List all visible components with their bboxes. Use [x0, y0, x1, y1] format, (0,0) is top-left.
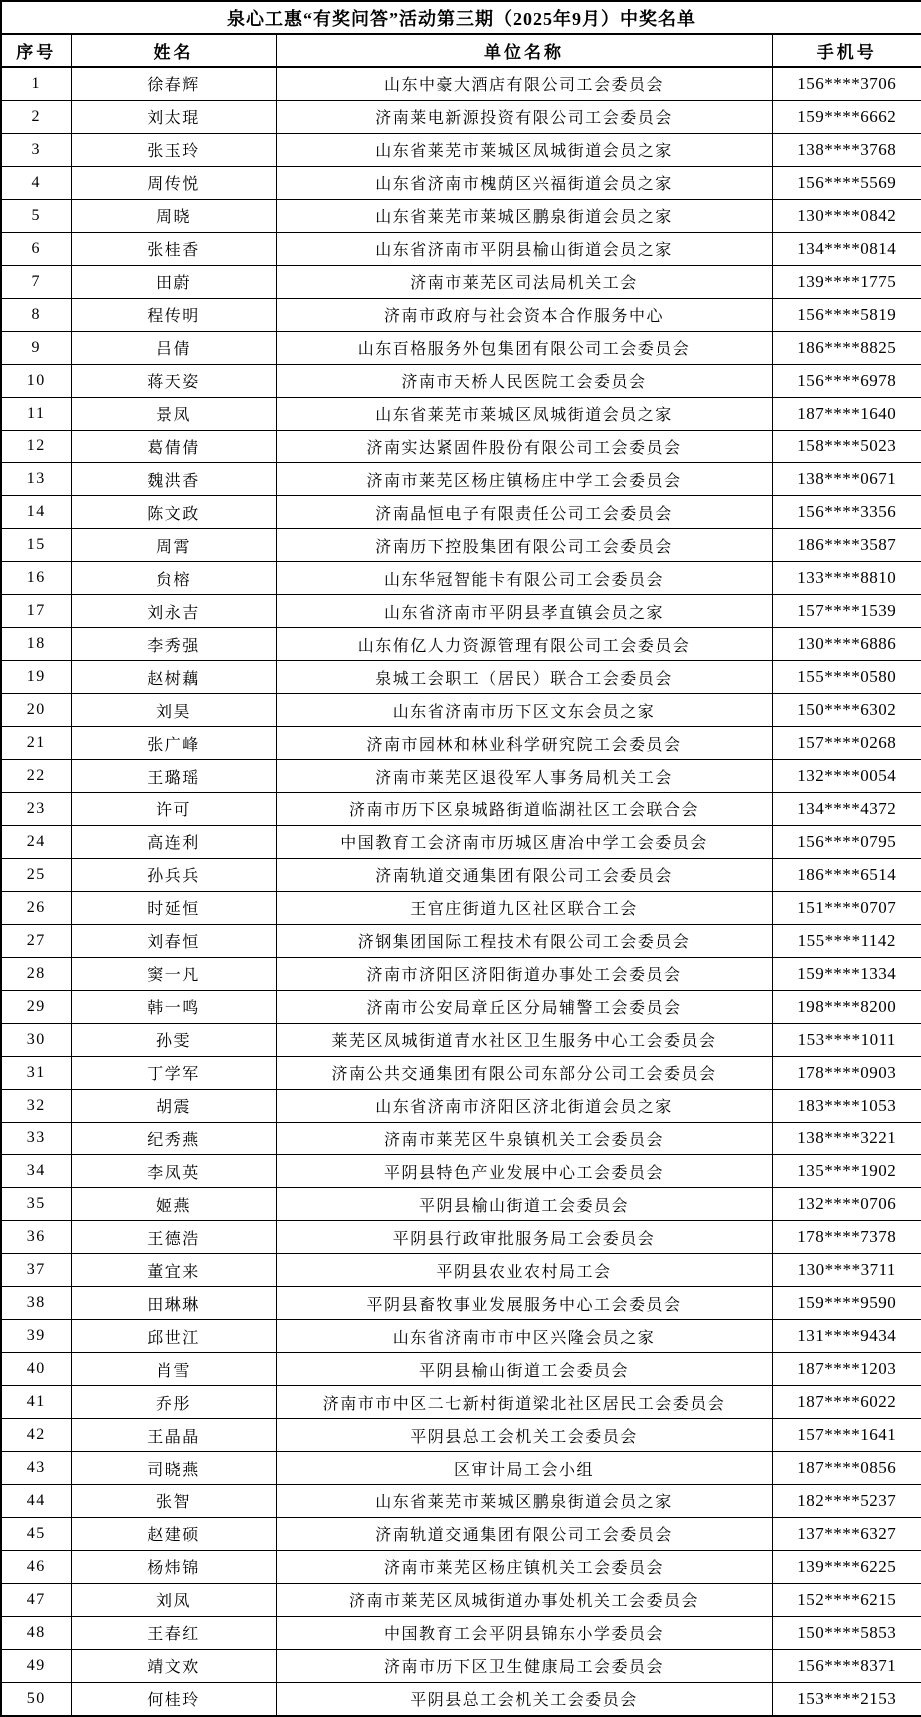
- unit-cell: 平阴县农业农村局工会: [276, 1254, 772, 1287]
- table-row: [1, 1517, 921, 1550]
- table-row: [1, 463, 921, 496]
- table-row: [1, 1550, 921, 1583]
- row-index-cell: 3: [1, 133, 71, 166]
- table-row: [1, 661, 921, 694]
- row-index-cell: 44: [1, 1485, 71, 1518]
- table-row: [1, 1583, 921, 1616]
- phone-cell: 134****0814: [772, 232, 921, 265]
- unit-cell: 山东省莱芜市莱城区凤城街道会员之家: [276, 133, 772, 166]
- row-index-cell: 39: [1, 1320, 71, 1353]
- table-row: [1, 1287, 921, 1320]
- phone-cell: 187****1640: [772, 397, 921, 430]
- name-cell: 张广峰: [71, 727, 276, 760]
- table-row: [1, 166, 921, 199]
- row-index-cell: 7: [1, 265, 71, 298]
- table-row: [1, 628, 921, 661]
- name-cell: 吕倩: [71, 331, 276, 364]
- unit-cell: 济南市莱芜区凤城街道办事处机关工会委员会: [276, 1583, 772, 1616]
- row-index-cell: 25: [1, 858, 71, 891]
- table-row: [1, 1682, 921, 1716]
- table-row: [1, 1452, 921, 1485]
- name-cell: 张智: [71, 1485, 276, 1518]
- name-cell: 乔彤: [71, 1386, 276, 1419]
- unit-cell: 山东省莱芜市莱城区鹏泉街道会员之家: [276, 199, 772, 232]
- row-index-cell: 5: [1, 199, 71, 232]
- row-index-cell: 50: [1, 1682, 71, 1716]
- unit-cell: 山东省济南市槐荫区兴福街道会员之家: [276, 166, 772, 199]
- table-row: [1, 891, 921, 924]
- unit-cell: 王官庄街道九区社区联合工会: [276, 891, 772, 924]
- unit-cell: 济南莱电新源投资有限公司工会委员会: [276, 100, 772, 133]
- name-cell: 胡震: [71, 1089, 276, 1122]
- table-row: [1, 1386, 921, 1419]
- phone-cell: 139****1775: [772, 265, 921, 298]
- phone-cell: 132****0706: [772, 1188, 921, 1221]
- name-cell: 魏洪香: [71, 463, 276, 496]
- table-row: [1, 397, 921, 430]
- unit-cell: 平阴县榆山街道工会委员会: [276, 1353, 772, 1386]
- name-cell: 程传明: [71, 298, 276, 331]
- unit-cell: 平阴县总工会机关工会委员会: [276, 1419, 772, 1452]
- row-index-cell: 46: [1, 1550, 71, 1583]
- table-row: [1, 562, 921, 595]
- name-cell: 陈文政: [71, 496, 276, 529]
- name-cell: 何桂玲: [71, 1682, 276, 1716]
- table-row: [1, 990, 921, 1023]
- name-cell: 许可: [71, 792, 276, 825]
- table-row: [1, 1221, 921, 1254]
- row-index-cell: 48: [1, 1616, 71, 1649]
- name-cell: 姬燕: [71, 1188, 276, 1221]
- row-index-cell: 19: [1, 661, 71, 694]
- unit-cell: 山东省济南市平阴县孝直镇会员之家: [276, 595, 772, 628]
- row-index-cell: 16: [1, 562, 71, 595]
- unit-cell: 济南市天桥人民医院工会委员会: [276, 364, 772, 397]
- name-cell: 杨炜锦: [71, 1550, 276, 1583]
- name-cell: 徐春辉: [71, 67, 276, 100]
- unit-cell: 济南实达紧固件股份有限公司工会委员会: [276, 430, 772, 463]
- unit-cell: 山东省济南市市中区兴隆会员之家: [276, 1320, 772, 1353]
- phone-cell: 133****8810: [772, 562, 921, 595]
- unit-cell: 区审计局工会小组: [276, 1452, 772, 1485]
- name-cell: 张桂香: [71, 232, 276, 265]
- table-row: [1, 727, 921, 760]
- row-index-cell: 22: [1, 760, 71, 793]
- name-cell: 王春红: [71, 1616, 276, 1649]
- unit-cell: 山东侑亿人力资源管理有限公司工会委员会: [276, 628, 772, 661]
- phone-cell: 156****5819: [772, 298, 921, 331]
- column-header-unit: 单位名称: [276, 34, 772, 67]
- phone-cell: 182****5237: [772, 1485, 921, 1518]
- row-index-cell: 8: [1, 298, 71, 331]
- phone-cell: 130****0842: [772, 199, 921, 232]
- table-row: [1, 331, 921, 364]
- phone-cell: 130****6886: [772, 628, 921, 661]
- table-row: [1, 1254, 921, 1287]
- phone-cell: 139****6225: [772, 1550, 921, 1583]
- unit-cell: 山东百格服务外包集团有限公司工会委员会: [276, 331, 772, 364]
- unit-cell: 山东省济南市历下区文东会员之家: [276, 694, 772, 727]
- table-row: [1, 1056, 921, 1089]
- row-index-cell: 47: [1, 1583, 71, 1616]
- phone-cell: 150****6302: [772, 694, 921, 727]
- unit-cell: 济南晶恒电子有限责任公司工会委员会: [276, 496, 772, 529]
- table-row: [1, 1485, 921, 1518]
- phone-cell: 135****1902: [772, 1155, 921, 1188]
- table-row: [1, 199, 921, 232]
- unit-cell: 济南市公安局章丘区分局辅警工会委员会: [276, 990, 772, 1023]
- phone-cell: 187****1203: [772, 1353, 921, 1386]
- name-cell: 韩一鸣: [71, 990, 276, 1023]
- column-header-row: [1, 34, 921, 67]
- page-title: 泉心工惠“有奖问答”活动第三期（2025年9月）中奖名单: [1, 1, 921, 34]
- unit-cell: 山东省济南市济阳区济北街道会员之家: [276, 1089, 772, 1122]
- row-index-cell: 43: [1, 1452, 71, 1485]
- table-row: [1, 1616, 921, 1649]
- name-cell: 周晓: [71, 199, 276, 232]
- name-cell: 王德浩: [71, 1221, 276, 1254]
- row-index-cell: 18: [1, 628, 71, 661]
- phone-cell: 155****1142: [772, 924, 921, 957]
- name-cell: 张玉玲: [71, 133, 276, 166]
- unit-cell: 中国教育工会济南市历城区唐冶中学工会委员会: [276, 825, 772, 858]
- row-index-cell: 31: [1, 1056, 71, 1089]
- table-row: [1, 1023, 921, 1056]
- phone-cell: 156****5569: [772, 166, 921, 199]
- phone-cell: 130****3711: [772, 1254, 921, 1287]
- title-row: [1, 1, 921, 34]
- name-cell: 纪秀燕: [71, 1122, 276, 1155]
- table-row: [1, 1649, 921, 1682]
- unit-cell: 济南轨道交通集团有限公司工会委员会: [276, 1517, 772, 1550]
- unit-cell: 山东省济南市平阴县榆山街道会员之家: [276, 232, 772, 265]
- unit-cell: 中国教育工会平阴县锦东小学委员会: [276, 1616, 772, 1649]
- table-row: [1, 924, 921, 957]
- name-cell: 周传悦: [71, 166, 276, 199]
- row-index-cell: 15: [1, 529, 71, 562]
- phone-cell: 152****6215: [772, 1583, 921, 1616]
- phone-cell: 187****0856: [772, 1452, 921, 1485]
- name-cell: 景凤: [71, 397, 276, 430]
- row-index-cell: 35: [1, 1188, 71, 1221]
- row-index-cell: 34: [1, 1155, 71, 1188]
- row-index-cell: 12: [1, 430, 71, 463]
- phone-cell: 156****6978: [772, 364, 921, 397]
- table-row: [1, 1155, 921, 1188]
- unit-cell: 济南市市中区二七新村街道梁北社区居民工会委员会: [276, 1386, 772, 1419]
- table-row: [1, 760, 921, 793]
- name-cell: 孙兵兵: [71, 858, 276, 891]
- name-cell: 李秀强: [71, 628, 276, 661]
- unit-cell: 平阴县总工会机关工会委员会: [276, 1682, 772, 1716]
- name-cell: 孙雯: [71, 1023, 276, 1056]
- table-row: [1, 265, 921, 298]
- unit-cell: 济南轨道交通集团有限公司工会委员会: [276, 858, 772, 891]
- name-cell: 肖雪: [71, 1353, 276, 1386]
- row-index-cell: 4: [1, 166, 71, 199]
- phone-cell: 156****3356: [772, 496, 921, 529]
- table-row: [1, 1122, 921, 1155]
- phone-cell: 178****7378: [772, 1221, 921, 1254]
- row-index-cell: 13: [1, 463, 71, 496]
- phone-cell: 157****1641: [772, 1419, 921, 1452]
- name-cell: 田蔚: [71, 265, 276, 298]
- unit-cell: 济南市政府与社会资本合作服务中心: [276, 298, 772, 331]
- unit-cell: 济南市园林和林业科学研究院工会委员会: [276, 727, 772, 760]
- unit-cell: 山东华冠智能卡有限公司工会委员会: [276, 562, 772, 595]
- row-index-cell: 27: [1, 924, 71, 957]
- unit-cell: 济南市历下区泉城路街道临湖社区工会联合会: [276, 792, 772, 825]
- table-row: [1, 529, 921, 562]
- table-row: [1, 1089, 921, 1122]
- name-cell: 刘太琨: [71, 100, 276, 133]
- phone-cell: 138****3221: [772, 1122, 921, 1155]
- table-row: [1, 133, 921, 166]
- row-index-cell: 49: [1, 1649, 71, 1682]
- phone-cell: 158****5023: [772, 430, 921, 463]
- unit-cell: 平阴县行政审批服务局工会委员会: [276, 1221, 772, 1254]
- phone-cell: 138****0671: [772, 463, 921, 496]
- table-row: [1, 496, 921, 529]
- row-index-cell: 33: [1, 1122, 71, 1155]
- table-row: [1, 1419, 921, 1452]
- unit-cell: 山东省莱芜市莱城区凤城街道会员之家: [276, 397, 772, 430]
- name-cell: 王晶晶: [71, 1419, 276, 1452]
- phone-cell: 157****0268: [772, 727, 921, 760]
- winners-table-body: [1, 67, 921, 1716]
- phone-cell: 155****0580: [772, 661, 921, 694]
- phone-cell: 187****6022: [772, 1386, 921, 1419]
- row-index-cell: 32: [1, 1089, 71, 1122]
- row-index-cell: 17: [1, 595, 71, 628]
- row-index-cell: 38: [1, 1287, 71, 1320]
- table-row: [1, 694, 921, 727]
- name-cell: 赵树藕: [71, 661, 276, 694]
- name-cell: 周霄: [71, 529, 276, 562]
- unit-cell: 济南市济阳区济阳街道办事处工会委员会: [276, 957, 772, 990]
- unit-cell: 济钢集团国际工程技术有限公司工会委员会: [276, 924, 772, 957]
- unit-cell: 泉城工会职工（居民）联合工会委员会: [276, 661, 772, 694]
- row-index-cell: 20: [1, 694, 71, 727]
- table-row: [1, 232, 921, 265]
- unit-cell: 济南历下控股集团有限公司工会委员会: [276, 529, 772, 562]
- table-row: [1, 957, 921, 990]
- name-cell: 丁学军: [71, 1056, 276, 1089]
- table-row: [1, 1353, 921, 1386]
- table-row: [1, 792, 921, 825]
- phone-cell: 156****3706: [772, 67, 921, 100]
- name-cell: 王璐瑶: [71, 760, 276, 793]
- phone-cell: 183****1053: [772, 1089, 921, 1122]
- row-index-cell: 21: [1, 727, 71, 760]
- row-index-cell: 40: [1, 1353, 71, 1386]
- name-cell: 高连利: [71, 825, 276, 858]
- unit-cell: 济南市莱芜区杨庄镇机关工会委员会: [276, 1550, 772, 1583]
- table-row: [1, 1320, 921, 1353]
- name-cell: 贠榕: [71, 562, 276, 595]
- row-index-cell: 9: [1, 331, 71, 364]
- name-cell: 刘凤: [71, 1583, 276, 1616]
- unit-cell: 山东中豪大酒店有限公司工会委员会: [276, 67, 772, 100]
- table-row: [1, 595, 921, 628]
- phone-cell: 186****3587: [772, 529, 921, 562]
- table-row: [1, 100, 921, 133]
- name-cell: 葛倩倩: [71, 430, 276, 463]
- table-row: [1, 430, 921, 463]
- phone-cell: 159****1334: [772, 957, 921, 990]
- name-cell: 刘永吉: [71, 595, 276, 628]
- row-index-cell: 30: [1, 1023, 71, 1056]
- unit-cell: 济南市莱芜区牛泉镇机关工会委员会: [276, 1122, 772, 1155]
- unit-cell: 济南市莱芜区司法局机关工会: [276, 265, 772, 298]
- phone-cell: 151****0707: [772, 891, 921, 924]
- name-cell: 司晓燕: [71, 1452, 276, 1485]
- row-index-cell: 37: [1, 1254, 71, 1287]
- table-row: [1, 825, 921, 858]
- name-cell: 赵建硕: [71, 1517, 276, 1550]
- row-index-cell: 2: [1, 100, 71, 133]
- row-index-cell: 36: [1, 1221, 71, 1254]
- column-header-name: 姓名: [71, 34, 276, 67]
- unit-cell: 济南市莱芜区杨庄镇杨庄中学工会委员会: [276, 463, 772, 496]
- phone-cell: 137****6327: [772, 1517, 921, 1550]
- unit-cell: 平阴县榆山街道工会委员会: [276, 1188, 772, 1221]
- row-index-cell: 24: [1, 825, 71, 858]
- name-cell: 靖文欢: [71, 1649, 276, 1682]
- table-row: [1, 364, 921, 397]
- unit-cell: 济南市历下区卫生健康局工会委员会: [276, 1649, 772, 1682]
- table-row: [1, 298, 921, 331]
- unit-cell: 莱芜区凤城街道青水社区卫生服务中心工会委员会: [276, 1023, 772, 1056]
- unit-cell: 平阴县特色产业发展中心工会委员会: [276, 1155, 772, 1188]
- column-header-index: 序号: [1, 34, 71, 67]
- row-index-cell: 26: [1, 891, 71, 924]
- phone-cell: 157****1539: [772, 595, 921, 628]
- row-index-cell: 29: [1, 990, 71, 1023]
- table-row: [1, 858, 921, 891]
- row-index-cell: 41: [1, 1386, 71, 1419]
- row-index-cell: 6: [1, 232, 71, 265]
- phone-cell: 159****6662: [772, 100, 921, 133]
- phone-cell: 178****0903: [772, 1056, 921, 1089]
- row-index-cell: 23: [1, 792, 71, 825]
- phone-cell: 186****8825: [772, 331, 921, 364]
- name-cell: 窦一凡: [71, 957, 276, 990]
- unit-cell: 济南公共交通集团有限公司东部分公司工会委员会: [276, 1056, 772, 1089]
- phone-cell: 156****0795: [772, 825, 921, 858]
- row-index-cell: 42: [1, 1419, 71, 1452]
- name-cell: 李凤英: [71, 1155, 276, 1188]
- row-index-cell: 14: [1, 496, 71, 529]
- phone-cell: 138****3768: [772, 133, 921, 166]
- name-cell: 蒋天姿: [71, 364, 276, 397]
- row-index-cell: 45: [1, 1517, 71, 1550]
- name-cell: 刘春恒: [71, 924, 276, 957]
- phone-cell: 150****5853: [772, 1616, 921, 1649]
- phone-cell: 198****8200: [772, 990, 921, 1023]
- phone-cell: 156****8371: [772, 1649, 921, 1682]
- name-cell: 邱世江: [71, 1320, 276, 1353]
- name-cell: 田琳琳: [71, 1287, 276, 1320]
- column-header-phone: 手机号: [772, 34, 921, 67]
- phone-cell: 134****4372: [772, 792, 921, 825]
- unit-cell: 济南市莱芜区退役军人事务局机关工会: [276, 760, 772, 793]
- row-index-cell: 11: [1, 397, 71, 430]
- phone-cell: 132****0054: [772, 760, 921, 793]
- name-cell: 刘昊: [71, 694, 276, 727]
- row-index-cell: 1: [1, 67, 71, 100]
- phone-cell: 153****1011: [772, 1023, 921, 1056]
- name-cell: 时延恒: [71, 891, 276, 924]
- phone-cell: 159****9590: [772, 1287, 921, 1320]
- unit-cell: 山东省莱芜市莱城区鹏泉街道会员之家: [276, 1485, 772, 1518]
- table-row: [1, 1188, 921, 1221]
- name-cell: 董宜来: [71, 1254, 276, 1287]
- table-row: [1, 67, 921, 100]
- unit-cell: 平阴县畜牧事业发展服务中心工会委员会: [276, 1287, 772, 1320]
- row-index-cell: 28: [1, 957, 71, 990]
- row-index-cell: 10: [1, 364, 71, 397]
- phone-cell: 186****6514: [772, 858, 921, 891]
- phone-cell: 131****9434: [772, 1320, 921, 1353]
- phone-cell: 153****2153: [772, 1682, 921, 1716]
